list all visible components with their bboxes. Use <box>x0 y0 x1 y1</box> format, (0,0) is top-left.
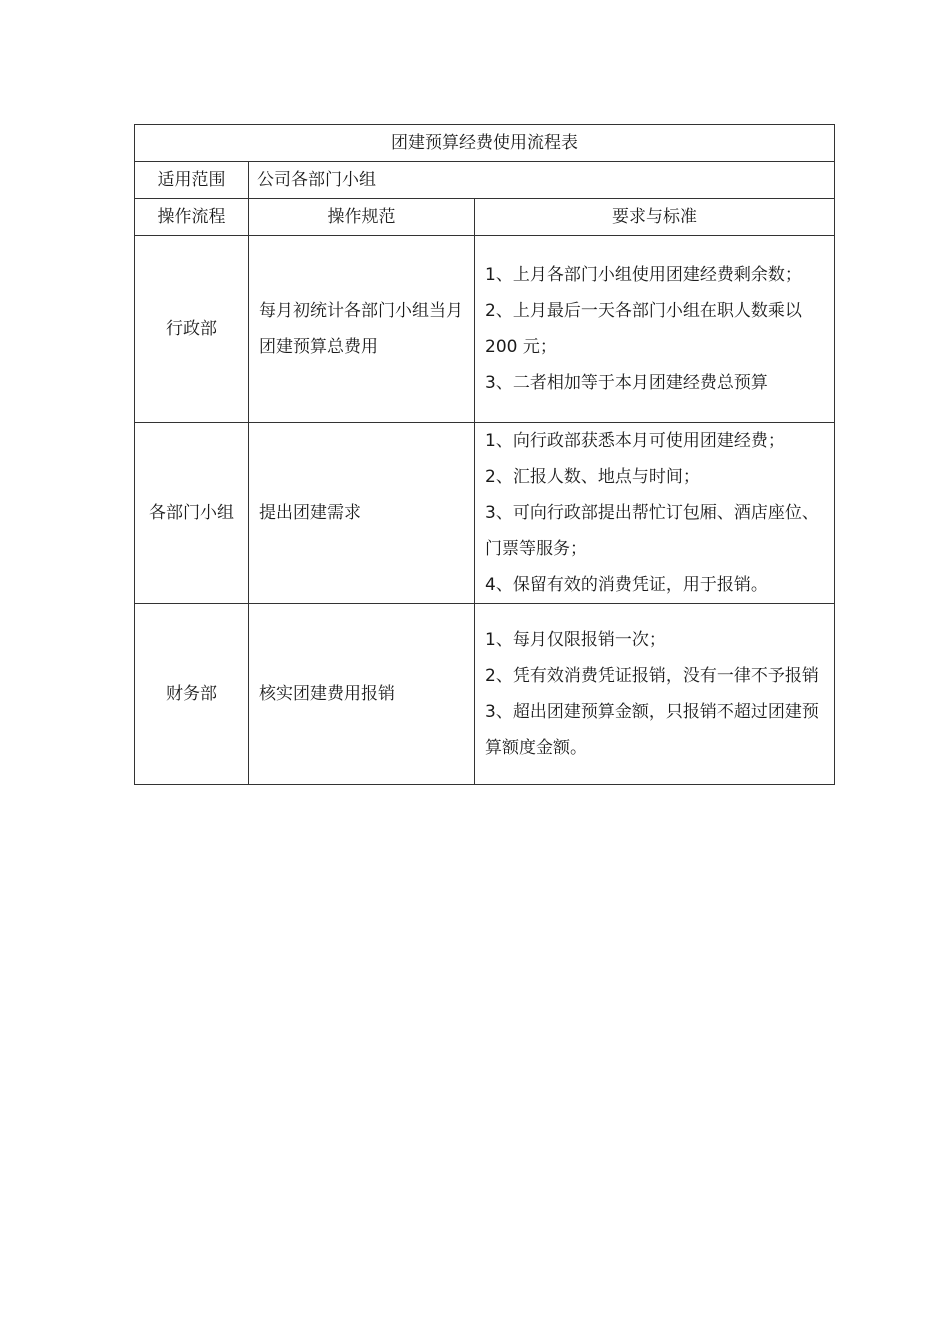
table-row <box>135 604 835 785</box>
process-cell: 财务部 <box>135 604 249 785</box>
scope-row <box>135 162 835 199</box>
requirement-item: 1、每月仅限报销一次； <box>485 630 666 650</box>
requirement-item: 4、保留有效的消费凭证，用于报销。 <box>485 575 768 595</box>
spec-cell: 每月初统计各部门小组当月团建预算总费用 <box>249 236 475 423</box>
header-spec: 操作规范 <box>249 199 475 236</box>
requirement-item: 3、可向行政部提出帮忙订包厢、酒店座位、门票等服务； <box>485 503 819 559</box>
spec-cell: 提出团建需求 <box>249 423 475 604</box>
header-requirements: 要求与标准 <box>475 199 835 236</box>
requirement-item: 2、上月最后一天各部门小组在职人数乘以 200 元； <box>485 301 802 357</box>
scope-value: 公司各部门小组 <box>249 162 835 199</box>
requirement-item: 3、二者相加等于本月团建经费总预算 <box>485 373 768 393</box>
table-row <box>135 423 835 604</box>
scope-label: 适用范围 <box>135 162 249 199</box>
spec-cell: 核实团建费用报销 <box>249 604 475 785</box>
budget-process-table <box>134 124 835 785</box>
header-row <box>135 199 835 236</box>
requirement-item: 2、凭有效消费凭证报销，没有一律不予报销 <box>485 666 819 686</box>
table-title: 团建预算经费使用流程表 <box>135 125 835 162</box>
requirement-item: 3、超出团建预算金额，只报销不超过团建预算额度金额。 <box>485 702 819 758</box>
requirement-item: 2、汇报人数、地点与时间； <box>485 467 700 487</box>
process-cell: 行政部 <box>135 236 249 423</box>
table-row <box>135 236 835 423</box>
table-title-row <box>135 125 835 162</box>
requirement-item: 1、上月各部门小组使用团建经费剩余数； <box>485 265 802 285</box>
requirements-cell <box>475 236 835 423</box>
requirements-cell <box>475 604 835 785</box>
process-cell: 各部门小组 <box>135 423 249 604</box>
requirements-cell <box>475 423 835 604</box>
requirement-item: 1、向行政部获悉本月可使用团建经费； <box>485 431 785 451</box>
header-process: 操作流程 <box>135 199 249 236</box>
